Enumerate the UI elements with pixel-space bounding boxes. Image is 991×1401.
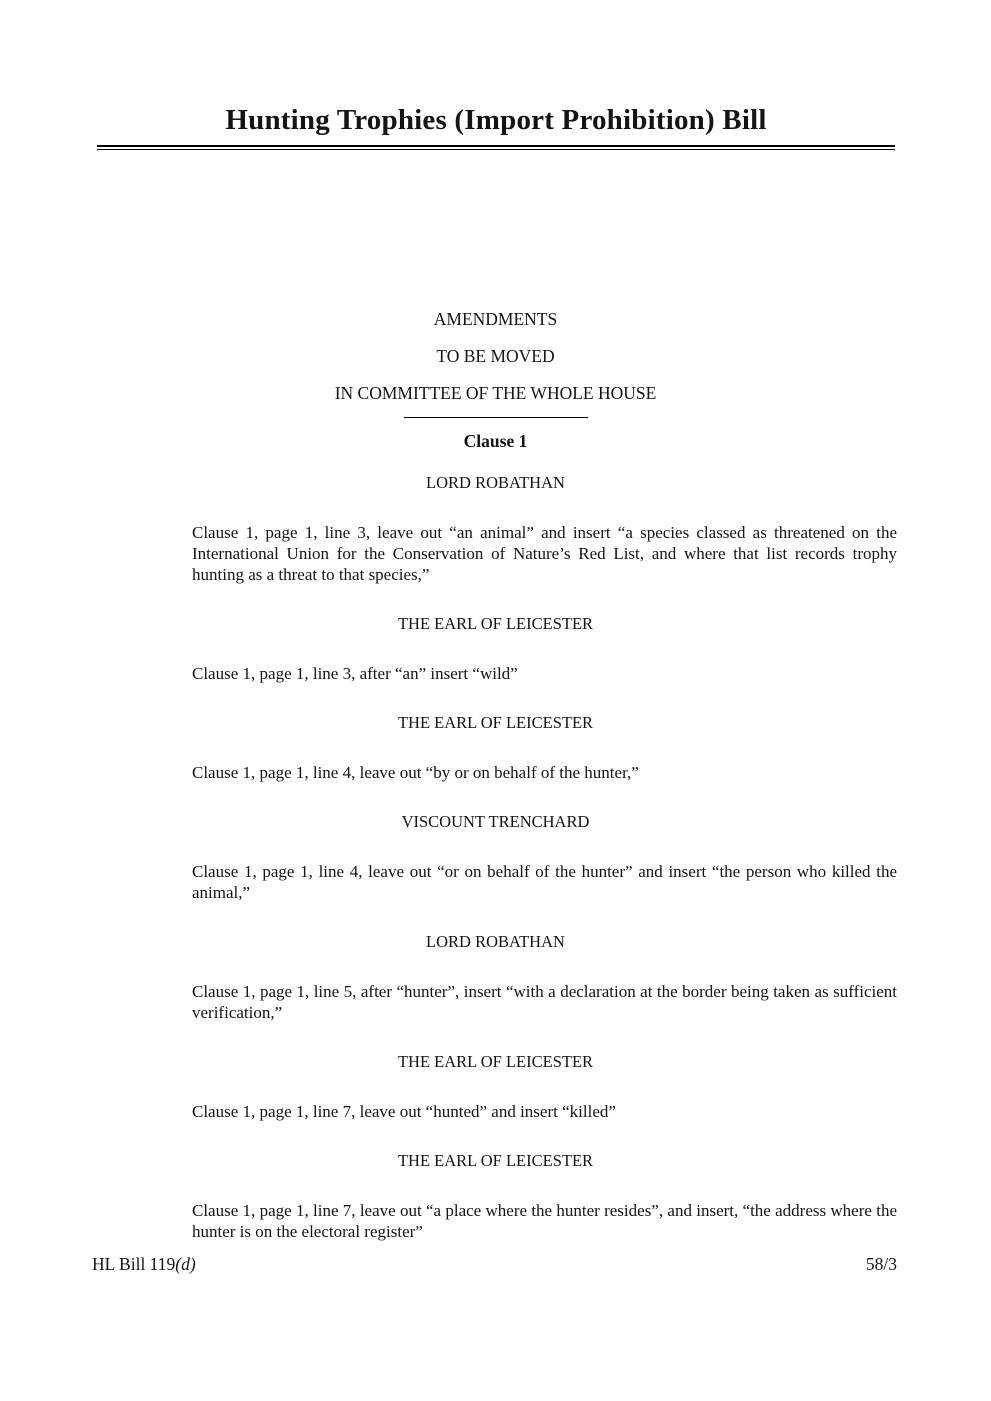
title-double-rule: [97, 145, 895, 150]
amendments-list: [0, 474, 991, 1272]
amendment-text: Clause 1, page 1, line 5, after “hunter”, insert “with a declaration at the border being taken as sufficient verification,”: [192, 982, 897, 1022]
amendment-block: [0, 615, 991, 684]
heading-committee: IN COMMITTEE OF THE WHOLE HOUSE: [334, 383, 657, 403]
heading-amendments: AMENDMENTS: [433, 309, 558, 329]
bill-number: [92, 1253, 196, 1275]
bill-title-block: [97, 102, 895, 150]
amendment-text: Clause 1, page 1, line 7, leave out “a place where the hunter resides”, and insert, “the address where the hunter is on the electoral register”: [192, 1201, 897, 1241]
amendment-text: Clause 1, page 1, line 7, leave out “hunted” and insert “killed”: [192, 1102, 616, 1121]
amendment-block: [0, 474, 991, 585]
amendment-block: [0, 933, 991, 1023]
amendment-mover: LORD ROBATHAN: [426, 473, 565, 492]
amendment-mover: THE EARL OF LEICESTER: [397, 614, 594, 633]
amendment-mover: THE EARL OF LEICESTER: [397, 1052, 594, 1071]
amendment-mover: LORD ROBATHAN: [426, 932, 565, 951]
front-heading: [0, 308, 991, 452]
heading-rule: [404, 417, 588, 418]
amendment-mover: THE EARL OF LEICESTER: [397, 1151, 594, 1170]
page-footer: [92, 1253, 897, 1275]
bill-number-text: HL Bill 119: [92, 1254, 176, 1274]
amendment-block: [0, 813, 991, 903]
session-number: 58/3: [865, 1254, 897, 1274]
amendment-text: Clause 1, page 1, line 3, after “an” insert “wild”: [192, 664, 518, 683]
bill-title: Hunting Trophies (Import Prohibition) Bill: [225, 104, 767, 136]
amendment-text: Clause 1, page 1, line 4, leave out “by or on behalf of the hunter,”: [192, 763, 639, 782]
clause-heading: Clause 1: [463, 431, 528, 451]
amendment-block: [0, 714, 991, 783]
bill-number-suffix: (d): [175, 1254, 196, 1274]
heading-to-be-moved: TO BE MOVED: [436, 346, 555, 366]
amendment-text: Clause 1, page 1, line 4, leave out “or on behalf of the hunter” and insert “the person who killed the animal,”: [192, 862, 897, 902]
amendment-mover: VISCOUNT TRENCHARD: [401, 812, 590, 831]
amendment-block: [0, 1053, 991, 1122]
amendment-mover: THE EARL OF LEICESTER: [397, 713, 594, 732]
amendment-text: Clause 1, page 1, line 3, leave out “an animal” and insert “a species classed as threatened on the International Union for the Conservation of Nature’s Red List, and where that list records trophy hunting as a threat to that species,”: [192, 523, 897, 584]
amendment-block: [0, 1152, 991, 1242]
